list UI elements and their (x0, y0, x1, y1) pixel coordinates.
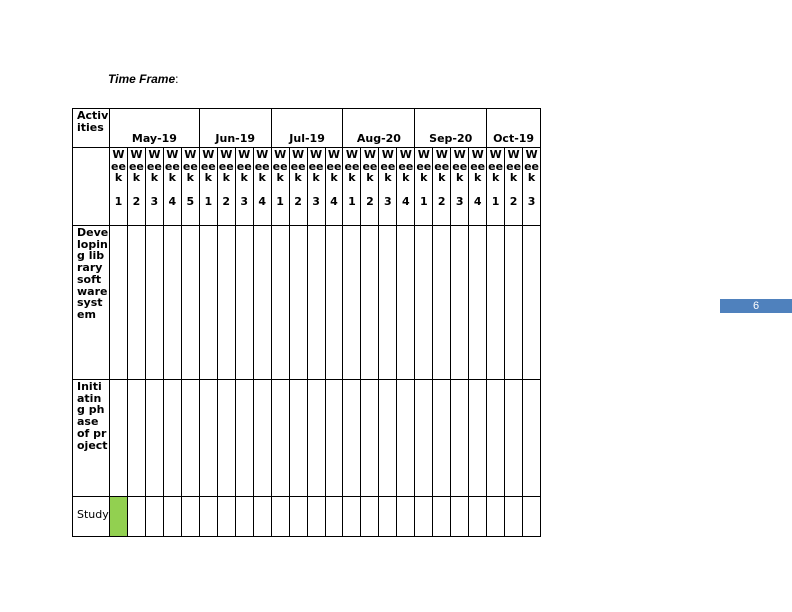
week-label: Week (128, 148, 144, 185)
activity-row (73, 226, 541, 380)
week-label: Week (398, 148, 414, 185)
activity-label: Initiating phase of project (73, 380, 110, 497)
timeline-cell (199, 226, 217, 380)
timeline-cell (145, 226, 163, 380)
timeline-cell (235, 226, 253, 380)
timeline-cell (253, 497, 271, 537)
week-number: 1 (491, 195, 500, 209)
time-frame-heading (108, 72, 179, 86)
week-number: 4 (473, 195, 482, 209)
timeline-cell (271, 497, 289, 537)
timeline-cell (199, 497, 217, 537)
timeline-cell (469, 380, 487, 497)
week-number: 2 (222, 195, 231, 209)
timeline-cell (181, 226, 199, 380)
timeline-cell (415, 226, 433, 380)
timeline-cell (217, 380, 235, 497)
week-number: 2 (437, 195, 446, 209)
week-label: Week (326, 148, 342, 185)
week-header-row (73, 148, 541, 226)
month-header: Oct-19 (487, 109, 541, 148)
week-label: Week (506, 148, 522, 185)
timeline-cell (127, 497, 145, 537)
timeline-cell (110, 226, 128, 380)
timeline-cell (253, 226, 271, 380)
week-number: 4 (258, 195, 266, 209)
week-number: 2 (132, 195, 141, 209)
week-header (523, 148, 541, 226)
week-header (199, 148, 217, 226)
activity-label: Study (73, 497, 110, 537)
timeline-cell (469, 497, 487, 537)
week-header (253, 148, 271, 226)
week-header (145, 148, 163, 226)
week-label: Week (290, 148, 306, 185)
month-header-row (73, 109, 541, 148)
week-number: 3 (384, 195, 392, 209)
timeline-cell (361, 497, 379, 537)
week-label: Week (452, 148, 468, 185)
timeline-cell (361, 380, 379, 497)
week-label: Week (182, 148, 198, 185)
week-header (289, 148, 307, 226)
month-header: Aug-20 (343, 109, 415, 148)
timeline-cell (505, 497, 523, 537)
timeline-cell (415, 380, 433, 497)
week-header (325, 148, 343, 226)
timeline-cell (110, 380, 128, 497)
timeline-cell (325, 497, 343, 537)
week-header (235, 148, 253, 226)
week-number: 1 (276, 195, 284, 209)
week-header (181, 148, 199, 226)
timeline-cell (217, 226, 235, 380)
month-header: May-19 (110, 109, 200, 148)
month-header: Jul-19 (271, 109, 343, 148)
week-header (361, 148, 379, 226)
week-number: 2 (366, 195, 374, 209)
week-header (469, 148, 487, 226)
week-number: 3 (527, 195, 536, 209)
timeline-cell (523, 380, 541, 497)
week-header (343, 148, 361, 226)
timeline-cell (523, 497, 541, 537)
week-label: Week (200, 148, 216, 185)
time-frame-colon: : (175, 72, 179, 86)
week-header-blank (73, 148, 110, 226)
timeline-cell (487, 380, 505, 497)
timeline-cell (199, 380, 217, 497)
timeline-cell (181, 497, 199, 537)
timeline-cell (487, 497, 505, 537)
week-header (415, 148, 433, 226)
week-header (505, 148, 523, 226)
week-header (271, 148, 289, 226)
timeline-cell (469, 226, 487, 380)
week-label: Week (470, 148, 486, 185)
page-number-badge: 6 (720, 299, 792, 313)
week-header (397, 148, 415, 226)
timeline-cell (307, 497, 325, 537)
timeline-cell (397, 226, 415, 380)
timeline-cell (433, 226, 451, 380)
timeline-cell (415, 497, 433, 537)
week-label: Week (164, 148, 180, 185)
timeline-cell (379, 226, 397, 380)
timeline-cell (361, 226, 379, 380)
week-number: 1 (114, 195, 123, 209)
week-number: 1 (419, 195, 428, 209)
week-header (433, 148, 451, 226)
timeline-cell (343, 497, 361, 537)
week-label: Week (524, 148, 539, 185)
week-number: 1 (204, 195, 213, 209)
week-label: Week (218, 148, 234, 185)
timeline-cell (397, 380, 415, 497)
week-label: Week (111, 148, 126, 185)
timeline-cell (451, 380, 469, 497)
week-label: Week (416, 148, 432, 185)
timeline-cell (487, 226, 505, 380)
timeline-cell (289, 497, 307, 537)
week-label: Week (362, 148, 378, 185)
week-label: Week (488, 148, 504, 185)
week-label: Week (254, 148, 270, 185)
timeline-cell (325, 226, 343, 380)
timeline-cell (307, 380, 325, 497)
week-label: Week (434, 148, 450, 185)
timeline-cell (289, 380, 307, 497)
week-header (379, 148, 397, 226)
timeline-cell (505, 226, 523, 380)
timeline-cell (235, 497, 253, 537)
time-frame-table (72, 108, 541, 537)
timeline-cell (181, 380, 199, 497)
month-header: Jun-19 (199, 109, 271, 148)
week-label: Week (380, 148, 396, 185)
timeline-cell (343, 226, 361, 380)
week-number: 3 (240, 195, 249, 209)
timeline-cell (145, 380, 163, 497)
week-header (127, 148, 145, 226)
week-header (217, 148, 235, 226)
activity-row (73, 380, 541, 497)
week-number: 3 (312, 195, 320, 209)
activity-label: Developing library software system (73, 226, 110, 380)
timeline-cell (271, 226, 289, 380)
timeline-cell (271, 380, 289, 497)
timeline-cell (253, 380, 271, 497)
timeline-cell (433, 497, 451, 537)
week-header (307, 148, 325, 226)
timeline-cell (145, 497, 163, 537)
activity-row (73, 497, 541, 537)
timeline-cell (127, 380, 145, 497)
timeline-cell (451, 497, 469, 537)
week-number: 3 (150, 195, 159, 209)
week-label: Week (146, 148, 162, 185)
timeline-cell (127, 226, 145, 380)
timeline-cell (379, 497, 397, 537)
timeline-cell (379, 380, 397, 497)
timeline-cell (163, 380, 181, 497)
week-number: 2 (294, 195, 302, 209)
timeline-cell (307, 226, 325, 380)
month-header: Sep-20 (415, 109, 487, 148)
week-header (110, 148, 128, 226)
activities-header: Activities (73, 109, 110, 148)
timeline-cell (235, 380, 253, 497)
week-number: 4 (168, 195, 177, 209)
week-number: 1 (348, 195, 356, 209)
timeline-cell (163, 226, 181, 380)
timeline-cell (433, 380, 451, 497)
week-label: Week (344, 148, 360, 185)
timeline-cell (343, 380, 361, 497)
week-label: Week (236, 148, 252, 185)
timeline-cell (289, 226, 307, 380)
week-header (487, 148, 505, 226)
week-number: 4 (402, 195, 410, 209)
week-number: 4 (330, 195, 338, 209)
week-label: Week (308, 148, 324, 185)
timeline-cell (163, 497, 181, 537)
time-frame-title: Time Frame (108, 72, 176, 86)
week-number: 5 (186, 195, 195, 209)
week-header (451, 148, 469, 226)
timeline-cell (110, 497, 128, 537)
timeline-cell (397, 497, 415, 537)
week-header (163, 148, 181, 226)
timeline-cell (451, 226, 469, 380)
week-label: Week (272, 148, 288, 185)
timeline-cell (505, 380, 523, 497)
timeline-cell (217, 497, 235, 537)
timeline-cell (325, 380, 343, 497)
timeline-cell (523, 226, 541, 380)
week-number: 2 (509, 195, 518, 209)
week-number: 3 (455, 195, 464, 209)
